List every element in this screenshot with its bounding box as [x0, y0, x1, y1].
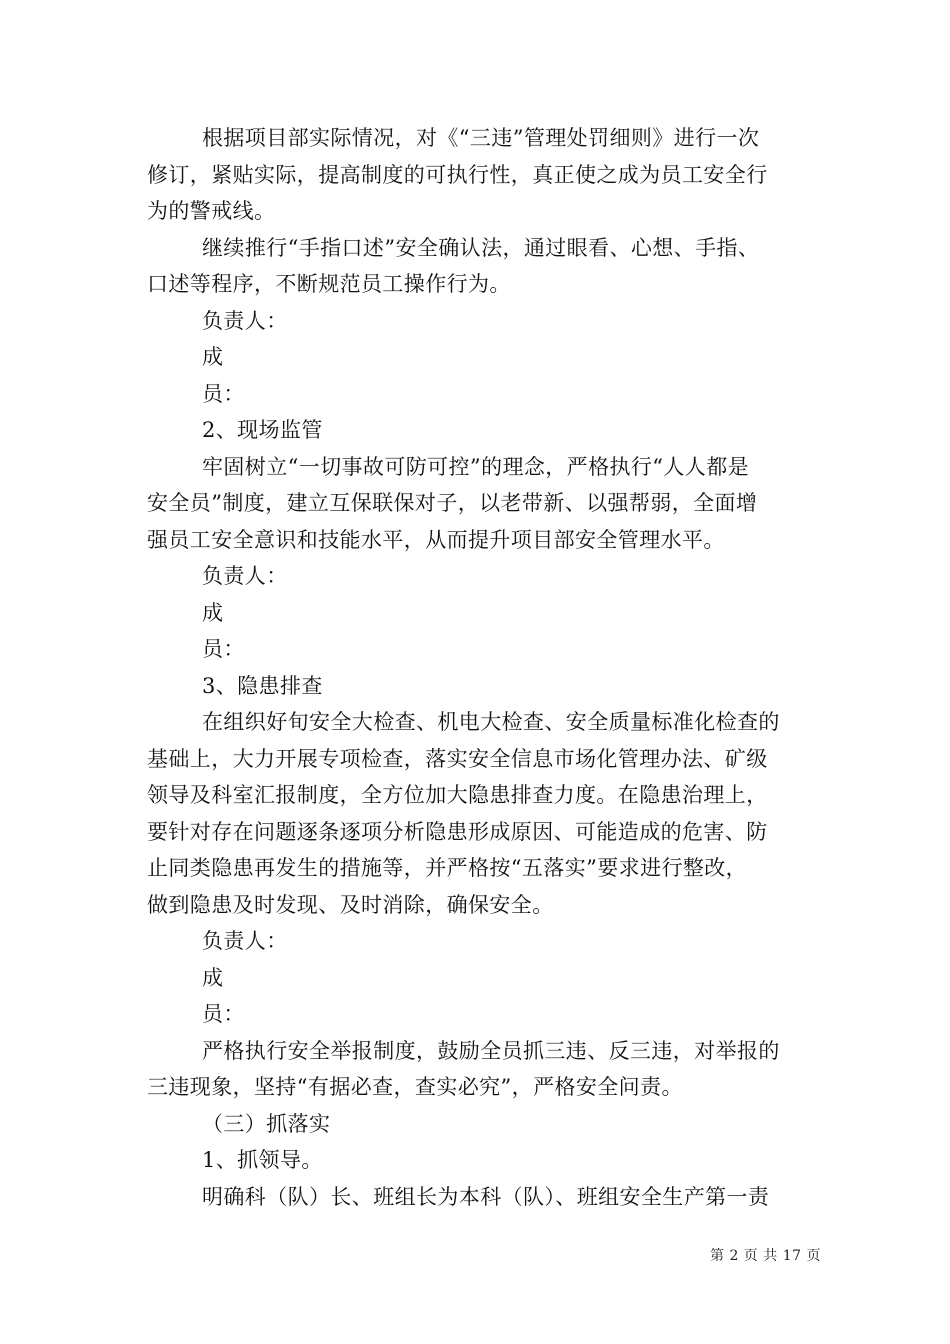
text-line: 安全员”制度，建立互保联保对子，以老带新、以强帮弱，全面增	[147, 491, 758, 515]
text-line: 在组织好旬安全大检查、机电大检查、安全质量标准化检查的	[202, 710, 780, 734]
text-line: 根据项目部实际情况，对《“三违”管理处罚细则》进行一次	[202, 126, 760, 150]
text-line: 要针对存在问题逐条逐项分析隐患形成原因、可能造成的危害、防	[147, 819, 768, 844]
text-line: 负责人：	[202, 308, 288, 333]
text-line: 3、隐患排查	[202, 673, 323, 698]
text-line: 成	[202, 600, 224, 625]
text-line: 员：	[202, 637, 245, 661]
text-line: 成	[202, 345, 224, 369]
field-label	[147, 303, 807, 340]
paragraph	[147, 230, 807, 303]
text-line: 严格执行安全举报制度，鼓励全员抓三违、反三违，对举报的	[202, 1038, 780, 1063]
text-line: 止同类隐患再发生的措施等，并严格按“五落实”要求进行整改，	[147, 856, 748, 880]
text-line: （三）抓落实	[202, 1111, 331, 1136]
field-label	[147, 923, 807, 960]
paragraph	[147, 704, 807, 923]
text-line: 牢固树立“一切事故可防可控”的理念，严格执行“人人都是	[202, 454, 750, 479]
section-heading	[147, 1142, 807, 1179]
field-label	[147, 631, 807, 668]
paragraph	[147, 1179, 807, 1216]
field-label	[147, 960, 807, 997]
text-line: 明确科（队）长、班组长为本科（队）、班组安全生产第一责	[202, 1184, 770, 1209]
section-heading	[147, 1106, 807, 1143]
text-line: 负责人：	[202, 929, 288, 953]
field-label	[147, 376, 807, 413]
paragraph	[147, 1033, 807, 1106]
text-line: 口述等程序，不断规范员工操作行为。	[147, 272, 511, 296]
text-line: 继续推行“手指口述”安全确认法，通过眼看、心想、手指、	[202, 235, 760, 260]
section-heading	[147, 412, 807, 449]
section-heading	[147, 668, 807, 705]
text-line: 员：	[202, 1002, 245, 1026]
field-label	[147, 595, 807, 632]
field-label	[147, 339, 807, 376]
paragraph	[147, 449, 807, 559]
text-line: 2、现场监管	[202, 418, 323, 442]
field-label	[147, 558, 807, 595]
document-body	[147, 120, 807, 1215]
text-line: 负责人：	[202, 564, 288, 588]
text-line: 为的警戒线。	[147, 199, 276, 223]
text-line: 做到隐患及时发现、及时消除，确保安全。	[147, 892, 554, 917]
text-line: 领导及科室汇报制度，全方位加大隐患排查力度。在隐患治理上，	[147, 783, 768, 807]
text-line: 员：	[202, 381, 245, 406]
field-label	[147, 996, 807, 1033]
text-line: 基础上，大力开展专项检查，落实安全信息市场化管理办法、矿级	[147, 746, 768, 771]
page-footer: 第 2 页 共 17 页	[710, 1248, 821, 1264]
text-line: 修订，紧贴实际，提高制度的可执行性，真正使之成为员工安全行	[147, 162, 768, 187]
text-line: 1、抓领导。	[202, 1148, 323, 1172]
text-line: 成	[202, 965, 224, 990]
text-line: 三违现象，坚持“有据必查，查实必究”，严格安全问责。	[147, 1075, 683, 1099]
text-line: 强员工安全意识和技能水平，从而提升项目部安全管理水平。	[147, 527, 725, 552]
paragraph	[147, 120, 807, 230]
